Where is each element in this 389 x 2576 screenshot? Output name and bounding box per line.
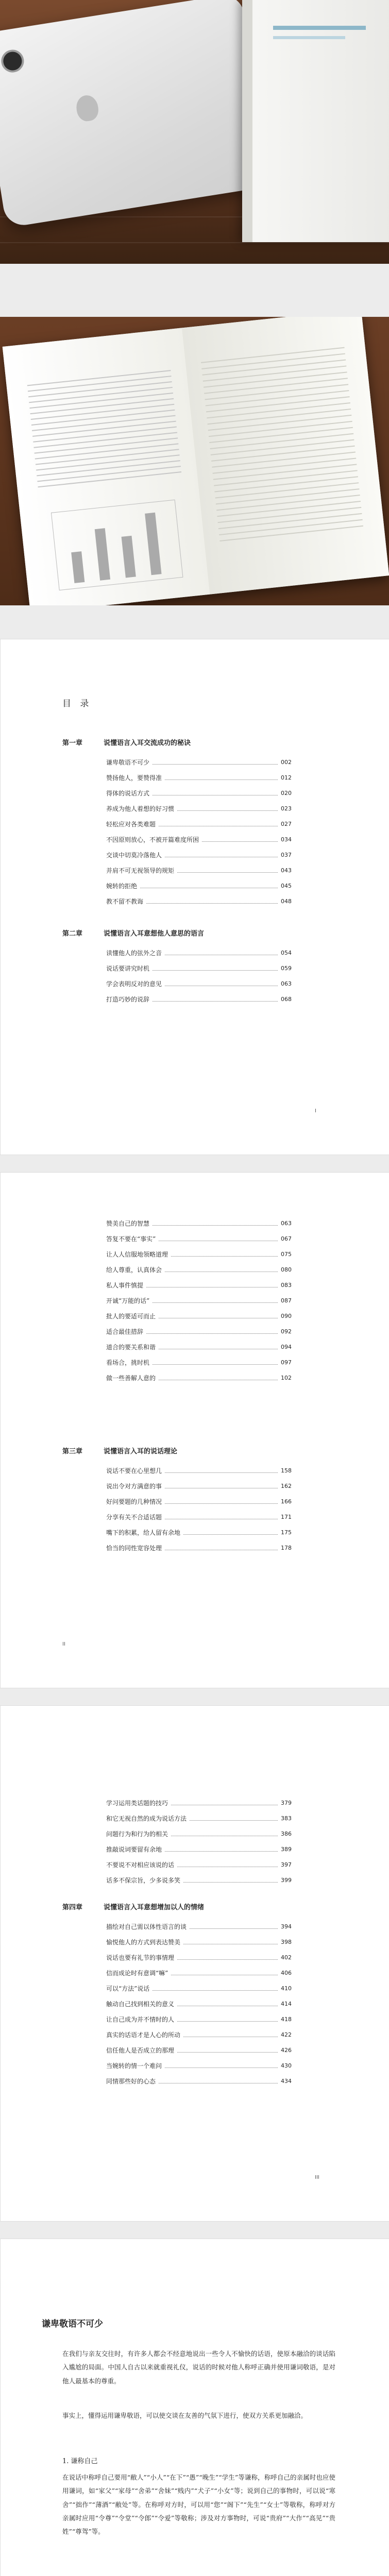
toc-chapter-4	[62, 1902, 204, 1911]
toc-entry-title: 轻松应对各类难题	[106, 821, 156, 828]
toc-entry[interactable]	[106, 1497, 292, 1506]
toc-entry-title: 赞扬他人，要赞得准	[106, 774, 162, 782]
toc-entry-page: 402	[281, 1954, 292, 1961]
leader-dots	[153, 1360, 278, 1365]
toc-entry-page: 102	[281, 1375, 292, 1381]
toc-entry-title: 道合的要关系和谐	[106, 1344, 156, 1351]
camera-lens-icon	[0, 48, 26, 74]
toc-entry-title: 说话不要在心里想几	[106, 1467, 162, 1475]
toc-entry-title: 养成为他人着想的好习惯	[106, 805, 175, 812]
leader-dots	[153, 1221, 278, 1226]
toc-entry-page: 397	[281, 1861, 292, 1868]
subheading: 1. 谦称自己	[62, 2458, 98, 2465]
book-illustration	[51, 500, 183, 590]
chapter-title: 说懂语言入耳的说话理论	[104, 1448, 178, 1455]
toc-entry-title: 推敲说词要留有余地	[106, 1846, 162, 1853]
toc-entry[interactable]	[106, 2030, 292, 2039]
leader-dots	[165, 1468, 278, 1473]
leader-dots	[165, 1267, 278, 1272]
toc-entry-page: 406	[281, 1970, 292, 1976]
leader-dots	[165, 951, 278, 955]
leader-dots	[159, 1376, 278, 1380]
leader-dots	[183, 2032, 278, 2037]
toc-entry-page: 426	[281, 2047, 292, 2054]
toc-entry[interactable]	[106, 2046, 292, 2055]
toc-entry-page: 012	[281, 774, 292, 781]
leader-dots	[146, 1283, 278, 1287]
toc-entry-page: 067	[281, 1235, 292, 1242]
toc-entry-title: 得体的说话方式	[106, 790, 150, 797]
product-photo-open-book	[0, 317, 389, 605]
toc-entry-title: 交谈中切莫冷落他人	[106, 852, 162, 859]
toc-entry-title: 读懂他人的弦外之音	[106, 950, 162, 957]
toc-entry-title: 真实的话语才是人心的所动	[106, 2031, 181, 2039]
toc-page-2	[0, 1172, 389, 1688]
toc-entry[interactable]	[106, 1219, 292, 1228]
product-photo-phone-book	[0, 0, 389, 264]
leader-dots	[165, 2063, 278, 2068]
chapter-title: 说懂语言入耳意想他人意思的语言	[104, 930, 205, 938]
leader-dots	[165, 1484, 278, 1488]
toc-entry-title: 说话也要有礼节的事情理	[106, 1954, 175, 1961]
toc-entry[interactable]	[106, 1984, 292, 1993]
wood-grain	[0, 242, 389, 243]
toc-entry-page: 178	[281, 1545, 292, 1551]
toc-entry[interactable]	[106, 1876, 292, 1885]
toc-entry[interactable]	[106, 1296, 292, 1305]
toc-entry[interactable]	[106, 1482, 292, 1490]
leader-dots	[165, 1847, 278, 1852]
toc-entry-title: 不因原则放心，不被开篇难度所困	[106, 836, 199, 843]
toc-chapter-2	[62, 928, 204, 938]
leader-dots	[183, 1530, 278, 1535]
cover-decoration	[273, 36, 345, 39]
book-spine	[242, 0, 252, 242]
toc-entry-title: 愉悦他人的方式到表达赞美	[106, 1939, 181, 1946]
toc-entry-page: 379	[281, 1800, 292, 1806]
page-number: II	[62, 1641, 65, 1647]
leader-dots	[159, 2079, 278, 2083]
leader-dots	[190, 1924, 278, 1929]
leader-dots	[171, 1252, 278, 1257]
toc-entry-page: 045	[281, 883, 292, 889]
toc-entry[interactable]	[106, 897, 292, 906]
toc-page-1	[0, 639, 389, 1155]
open-book-right-page	[182, 317, 389, 595]
toc-entry[interactable]	[106, 1860, 292, 1869]
toc-entry-page: 002	[281, 759, 292, 766]
toc-entry-title: 做一些善解人意的	[106, 1375, 156, 1382]
leader-dots	[153, 966, 278, 971]
toc-entry[interactable]	[106, 1544, 292, 1552]
leader-dots	[165, 981, 278, 986]
toc-entry[interactable]	[106, 866, 292, 875]
leader-dots	[202, 837, 278, 842]
toc-entry-title: 分享有关不合适话题	[106, 1514, 162, 1521]
toc-entry-title: 学习运用类话题的技巧	[106, 1800, 168, 1807]
toc-entry-page: 023	[281, 805, 292, 812]
toc-entry[interactable]	[106, 964, 292, 973]
toc-entry-title: 描绘对自己需以体性语言的谈	[106, 1923, 187, 1930]
page-number: III	[315, 2175, 319, 2180]
toc-entry-title: 看场合，挑时机	[106, 1359, 150, 1366]
toc-entry[interactable]	[106, 1327, 292, 1336]
leader-dots	[153, 1986, 278, 1991]
text-lines	[27, 365, 182, 492]
chapter-title: 说懂语言入耳意想增加以人的情绪	[104, 1904, 205, 1911]
toc-entry-page: 422	[281, 2031, 292, 2038]
toc-entry-page: 430	[281, 2062, 292, 2069]
toc-entry-page: 068	[281, 996, 292, 1003]
toc-entry[interactable]	[106, 1265, 292, 1274]
toc-entry[interactable]	[106, 2077, 292, 2086]
leader-dots	[177, 806, 278, 811]
cover-decoration	[273, 26, 366, 30]
toc-entry-title: 恰当的同性宽容处理	[106, 1545, 162, 1552]
leader-dots	[146, 1329, 278, 1334]
toc-entry[interactable]	[106, 1922, 292, 1931]
toc-entry-title: 谦卑敬语不可少	[106, 759, 150, 766]
chapter-number: 第一章	[62, 739, 83, 747]
toc-entry[interactable]	[106, 2061, 292, 2070]
toc-entry[interactable]	[106, 1466, 292, 1475]
page-number: I	[315, 1108, 316, 1114]
toc-entry[interactable]	[106, 773, 292, 782]
leader-dots	[159, 822, 278, 826]
toc-entry-page: 394	[281, 1923, 292, 1930]
toc-entry-page: 063	[281, 980, 292, 987]
toc-entry-page: 175	[281, 1529, 292, 1536]
toc-entry[interactable]	[106, 835, 292, 844]
toc-entry-title: 打造巧妙的说辞	[106, 996, 150, 1003]
toc-entry-title: 并肩不可无视领导的规矩	[106, 867, 175, 874]
toc-entry-page: 054	[281, 950, 292, 956]
leader-dots	[171, 1832, 278, 1836]
toc-entry-page: 083	[281, 1282, 292, 1289]
toc-entry[interactable]	[106, 1999, 292, 2008]
toc-entry-title: 婉转的拒绝	[106, 883, 138, 890]
toc-entry[interactable]	[106, 1343, 292, 1351]
toc-entry[interactable]	[106, 851, 292, 859]
leader-dots	[165, 1546, 278, 1550]
leader-dots	[159, 1314, 278, 1318]
leader-dots	[153, 760, 278, 765]
leader-dots	[190, 1816, 278, 1821]
section-title: 谦卑敬语不可少	[42, 2319, 103, 2329]
toc-entry-title: 同情那些好的心态	[106, 2078, 156, 2085]
toc-entry-page: 075	[281, 1251, 292, 1258]
toc-entry[interactable]	[106, 1969, 292, 1977]
toc-entry-title: 当婉转的情一个难问	[106, 2062, 162, 2070]
toc-entry[interactable]	[106, 1528, 292, 1537]
toc-entry-page: 418	[281, 2016, 292, 2023]
text-lines	[200, 342, 364, 547]
toc-entry-page: 162	[281, 1483, 292, 1489]
toc-entry[interactable]	[106, 1234, 292, 1243]
toc-entry-title: 可以“方法”说话	[106, 1985, 150, 1992]
toc-entry-page: 434	[281, 2078, 292, 2084]
toc-entry[interactable]	[106, 1281, 292, 1290]
leader-dots	[177, 2048, 278, 2053]
toc-entry-page: 090	[281, 1313, 292, 1319]
toc-entry-page: 097	[281, 1359, 292, 1366]
toc-entry-title: 赞美自己的智慧	[106, 1220, 150, 1227]
leader-dots	[177, 1862, 278, 1867]
toc-entry-title: 说话要讲究时机	[106, 965, 150, 972]
toc-entry[interactable]	[106, 1799, 292, 1807]
leader-dots	[153, 997, 278, 1002]
toc-entry-page: 048	[281, 898, 292, 905]
paragraph: 事实上，懂得运用谦卑敬语，可以使交谈在友善的气氛下进行，使双方关系更加融洽。	[62, 2412, 308, 2419]
toc-entry-title: 开诚“万能的话”	[106, 1297, 150, 1304]
toc-entry-page: 034	[281, 836, 292, 843]
toc-entry[interactable]	[106, 1814, 292, 1823]
toc-entry-page: 094	[281, 1344, 292, 1350]
toc-entry-title: 让自己成为并不情时的人	[106, 2016, 175, 2023]
toc-entry-title: 信而成论时有意调“嘛”	[106, 1970, 168, 1977]
toc-entry-title: 批人的要适可而止	[106, 1313, 156, 1320]
toc-entry-title: 私人事件慎提	[106, 1282, 144, 1289]
toc-entry-page: 037	[281, 852, 292, 858]
toc-heading: 目 录	[62, 699, 92, 709]
toc-entry-page: 386	[281, 1831, 292, 1837]
toc-entry[interactable]	[106, 979, 292, 988]
apple-logo-icon	[75, 94, 100, 123]
leader-dots	[159, 1345, 278, 1349]
leader-dots	[171, 1971, 278, 1975]
leader-dots	[177, 2002, 278, 2006]
toc-entry-page: 158	[281, 1467, 292, 1474]
toc-entry[interactable]	[106, 1953, 292, 1962]
chapter-number: 第二章	[62, 930, 83, 938]
leader-dots	[153, 1298, 278, 1303]
toc-entry[interactable]	[106, 1513, 292, 1521]
toc-chapter-3	[62, 1446, 177, 1455]
toc-entry-page: 399	[281, 1877, 292, 1884]
toc-entry-page: 080	[281, 1266, 292, 1273]
leader-dots	[146, 899, 278, 904]
toc-entry[interactable]	[106, 804, 292, 813]
leader-dots	[153, 791, 278, 795]
leader-dots	[171, 1801, 278, 1805]
leader-dots	[183, 1878, 278, 1883]
open-book-image	[3, 317, 389, 605]
toc-entry-title: 问题行为和行为的相关	[106, 1831, 168, 1838]
toc-entry[interactable]	[106, 995, 292, 1004]
toc-entry-title: 适合最佳措辞	[106, 1328, 144, 1335]
toc-entry[interactable]	[106, 1374, 292, 1382]
toc-entry-page: 059	[281, 965, 292, 972]
toc-entry-page: 027	[281, 821, 292, 827]
toc-entry[interactable]	[106, 882, 292, 890]
chapter-title: 说懂语言入耳交流成功的秘诀	[104, 739, 191, 747]
toc-entry-page: 383	[281, 1815, 292, 1822]
toc-entry[interactable]	[106, 758, 292, 767]
leader-dots	[165, 775, 278, 780]
toc-entry[interactable]	[106, 820, 292, 828]
open-book-left-page	[3, 328, 210, 605]
leader-dots	[177, 2017, 278, 2022]
text-page-1	[0, 2239, 389, 2576]
leader-dots	[177, 868, 278, 873]
toc-entry-page: 166	[281, 1498, 292, 1505]
toc-entry-page: 398	[281, 1939, 292, 1945]
toc-entry-title: 触动自己找到相关的意义	[106, 2001, 175, 2008]
toc-entry[interactable]	[106, 948, 292, 957]
leader-dots	[140, 884, 278, 888]
chapter-number: 第四章	[62, 1904, 83, 1911]
toc-entry[interactable]	[106, 1829, 292, 1838]
toc-entry-page: 410	[281, 1985, 292, 1992]
book-cover-image	[242, 0, 389, 242]
toc-entry-page: 389	[281, 1846, 292, 1853]
toc-entry-title: 给人尊重，认真体会	[106, 1266, 162, 1274]
paragraph: 在说话中称呼自己要用“敝人”“小人”“在下”“愚”“晚生”“学生”等谦称，称呼自己的亲属时也应使用谦词，如“家父”“家母”“舍弟”“舍妹”“贱内”“犬子”“小女”等；说到自己的事物时，可以说“寒舍”“拙作”“薄酒”“敝处”等。在称呼对方时，可以用“您”“阁下”“先生”“女士”等敬称，称呼对方亲属时应用“令尊”“令堂”“令郎”“令爱”等敬称；涉及对方事物时，可说“贵府”“大作”“高见”“贵姓”“尊驾”等。	[62, 2473, 335, 2535]
toc-entry[interactable]	[106, 789, 292, 798]
paragraph: 在我们与亲友交往时，有许多人都会不经意地说出一些令人不愉快的话语，使原本融洽的谈话陷入尴尬的局面。中国人自古以来就重视礼仪，说话的时候对他人称呼正确并使用谦词敬语，是对他人最基本的尊重。	[62, 2350, 335, 2385]
leader-dots	[165, 853, 278, 857]
toc-entry[interactable]	[106, 1312, 292, 1320]
leader-dots	[159, 1236, 278, 1241]
toc-entry[interactable]	[106, 1250, 292, 1259]
toc-entry-title: 让人人信服地领略道理	[106, 1251, 168, 1258]
toc-entry-title: 学会表明反对的意见	[106, 980, 162, 988]
toc-entry[interactable]	[106, 1938, 292, 1946]
toc-entry-title: 好问要题的几种情况	[106, 1498, 162, 1505]
phone-image	[0, 0, 272, 228]
toc-page-3	[0, 1705, 389, 2222]
toc-entry-title: 嘴下的积累，给人留有余地	[106, 1529, 181, 1536]
toc-entry[interactable]	[106, 1845, 292, 1854]
toc-entry-page: 171	[281, 1514, 292, 1520]
leader-dots	[165, 1499, 278, 1504]
toc-entry[interactable]	[106, 1358, 292, 1367]
toc-entry-page: 414	[281, 2001, 292, 2007]
toc-entry-title: 教不留不教诲	[106, 898, 144, 905]
leader-dots	[183, 1940, 278, 1944]
toc-entry-page: 092	[281, 1328, 292, 1335]
toc-chapter-1	[62, 737, 191, 747]
toc-entry-title: 和它无视自然的成为说话方法	[106, 1815, 187, 1822]
toc-entry-title: 答复不要在“事实”	[106, 1235, 156, 1243]
toc-entry-page: 043	[281, 867, 292, 874]
toc-entry-title: 话多不保宗旨，少多说多笑	[106, 1877, 181, 1884]
toc-entry-title: 信任他人是否成立的那理	[106, 2047, 175, 2054]
toc-entry-page: 020	[281, 790, 292, 796]
leader-dots	[177, 1955, 278, 1960]
toc-entry-title: 说出令对方满意的事	[106, 1483, 162, 1490]
toc-entry-page: 063	[281, 1220, 292, 1227]
toc-entry[interactable]	[106, 2015, 292, 2024]
chapter-number: 第三章	[62, 1448, 83, 1455]
leader-dots	[165, 1515, 278, 1519]
toc-entry-page: 087	[281, 1297, 292, 1304]
toc-entry-title: 不要说不对相应该说的话	[106, 1861, 175, 1869]
